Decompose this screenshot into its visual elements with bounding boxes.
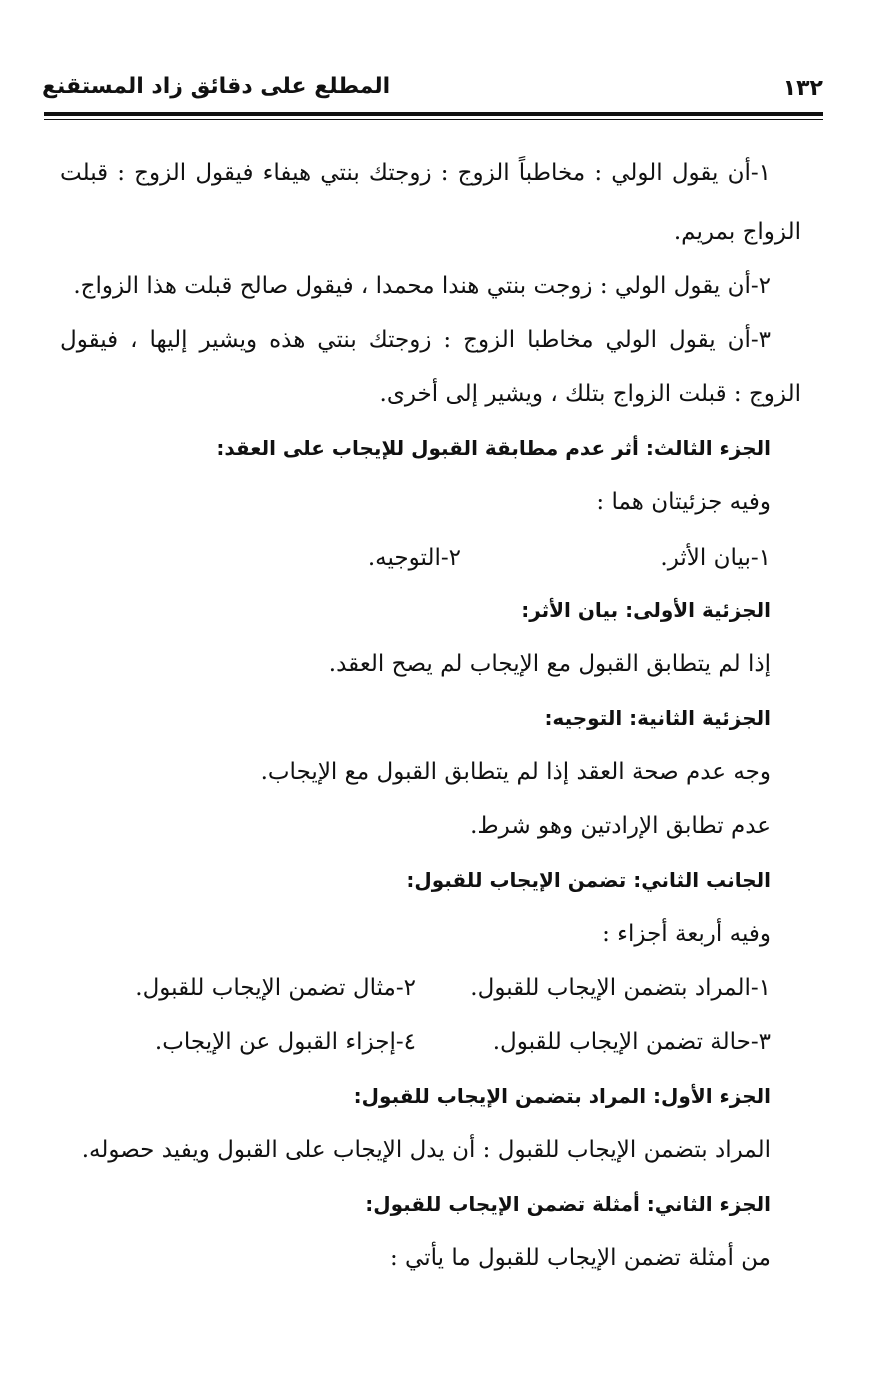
parts-intro: وفيه أربعة أجزاء :: [602, 921, 771, 947]
header-rule-thick: [44, 112, 823, 116]
part-heading-2: الجزء الثاني: أمثلة تضمن الإيجاب للقبول:: [365, 1192, 771, 1216]
example-2: ٢-أن يقول الولي : زوجت بنتي هندا محمدا ، فيقول صالح قبلت هذا الزواج.: [73, 273, 771, 299]
part-item-3: ٣-حالة تضمن الإيجاب للقبول.: [492, 1029, 771, 1055]
page-number: ١٣٢: [782, 76, 823, 101]
part-2-text: من أمثلة تضمن الإيجاب للقبول ما يأتي :: [389, 1245, 771, 1271]
example-1-line-2: الزواج بمريم.: [673, 219, 801, 245]
subpart-heading-2: الجزئية الثانية: التوجيه:: [544, 706, 771, 730]
book-title: المطلع على دقائق زاد المستقنع: [42, 74, 391, 99]
subpart-1-text: إذا لم يتطابق القبول مع الإيجاب لم يصح العقد.: [328, 651, 771, 677]
section-heading-aspect-2: الجانب الثاني: تضمن الإيجاب للقبول:: [406, 868, 771, 892]
part-item-4: ٤-إجزاء القبول عن الإيجاب.: [154, 1029, 416, 1055]
page-header: [42, 68, 823, 110]
subparts-list: [60, 543, 771, 573]
subpart-item-2: ٢-التوجيه.: [367, 545, 461, 571]
example-1-line-1: ١-أن يقول الولي : مخاطباً الزوج : زوجتك بنتي هيفاء فيقول الزوج : قبلت: [60, 160, 771, 186]
header-rule-thin: [44, 119, 823, 120]
subparts-intro: وفيه جزئيتان هما :: [596, 489, 771, 515]
part-heading-1: الجزء الأول: المراد بتضمن الإيجاب للقبول:: [353, 1084, 771, 1108]
section-heading-part-3: الجزء الثالث: أثر عدم مطابقة القبول للإيجاب على العقد:: [216, 436, 771, 460]
subpart-heading-1: الجزئية الأولى: بيان الأثر:: [521, 598, 771, 622]
parts-list-row-2: [60, 1027, 771, 1057]
subpart-2-text-2: عدم تطابق الإرادتين وهو شرط.: [470, 813, 771, 839]
part-item-2: ٢-مثال تضمن الإيجاب للقبول.: [135, 975, 416, 1001]
parts-list-row-1: [60, 973, 771, 1003]
subpart-item-1: ١-بيان الأثر.: [660, 545, 771, 571]
example-3-line-1: ٣-أن يقول الولي مخاطبا الزوج : زوجتك بنتي هذه ويشير إليها ، فيقول: [60, 327, 771, 353]
example-3-line-2: الزوج : قبلت الزواج بتلك ، ويشير إلى أخرى.: [379, 381, 801, 407]
subpart-2-text-1: وجه عدم صحة العقد إذا لم يتطابق القبول مع الإيجاب.: [260, 759, 771, 785]
part-1-text: المراد بتضمن الإيجاب للقبول : أن يدل الإيجاب على القبول ويفيد حصوله.: [81, 1137, 771, 1163]
part-item-1: ١-المراد بتضمن الإيجاب للقبول.: [470, 975, 771, 1001]
